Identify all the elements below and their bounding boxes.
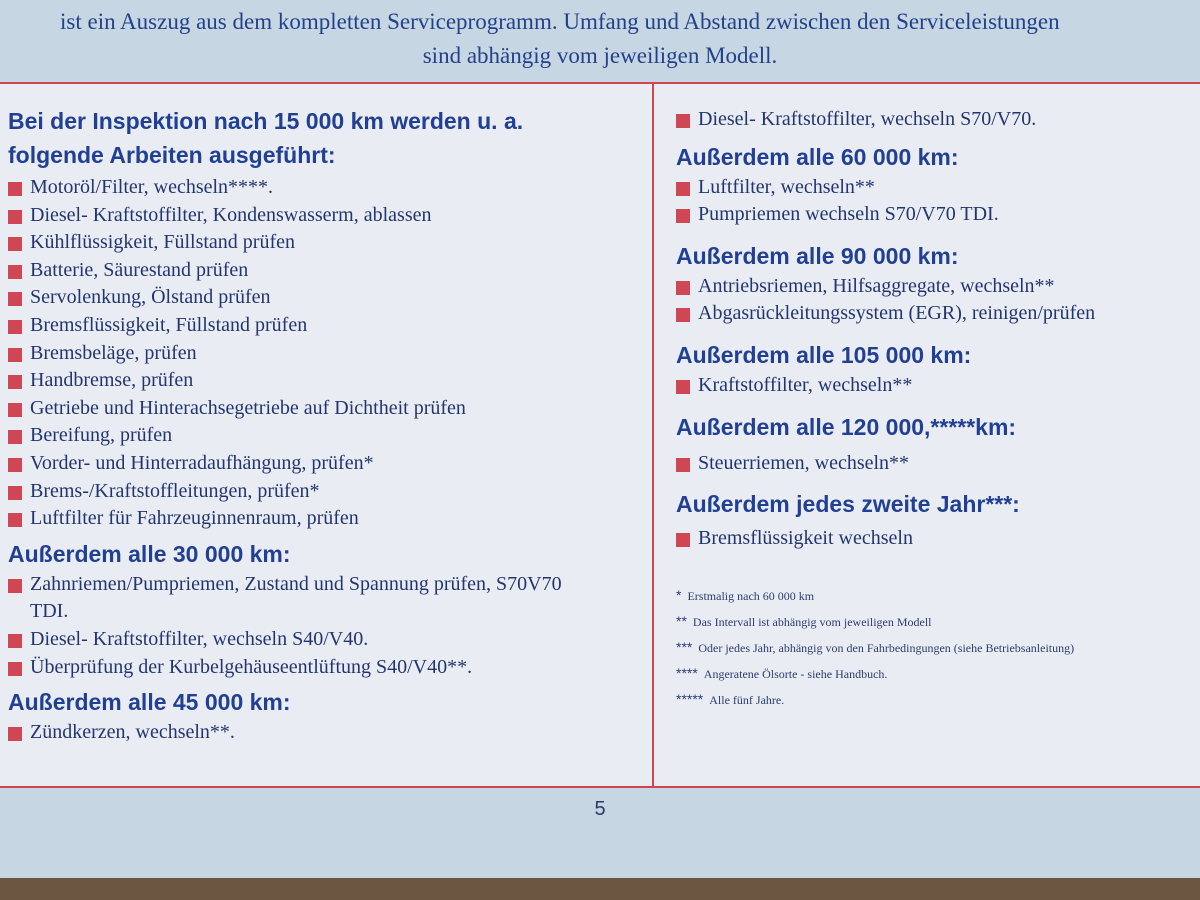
section-90000-heading: Außerdem alle 90 000 km:: [676, 242, 959, 269]
bullet-square-icon: [8, 348, 22, 362]
bullet-square-icon: [8, 182, 22, 196]
bullet-square-icon: [676, 533, 690, 547]
bullet-square-icon: [8, 513, 22, 527]
section-60000-heading: Außerdem alle 60 000 km:: [676, 143, 959, 170]
section-120000-heading: Außerdem alle 120 000,*****km:: [676, 413, 1017, 440]
list-item: Steuerriemen, wechseln**: [676, 450, 1196, 478]
inspection-heading-line-1: Bei der Inspektion nach 15 000 km werden u. a.: [8, 108, 524, 134]
bullet-square-icon: [8, 634, 22, 648]
bullet-square-icon: [8, 237, 22, 251]
bullet-square-icon: [676, 114, 690, 128]
list-item: Getriebe und Hinterachsegetriebe auf Dichtheit prüfen: [8, 395, 648, 423]
list-item: Zündkerzen, wechseln**.: [8, 719, 648, 747]
intro-line-1: ist ein Auszug aus dem kompletten Serviceprogramm. Umfang und Abstand zwischen den Serviceleistungen: [60, 9, 1060, 34]
bullet-square-icon: [676, 182, 690, 196]
footnote: **** Angeratene Ölsorte - siehe Handbuch.: [676, 664, 888, 681]
list-item: Diesel- Kraftstoffilter, wechseln S40/V40.: [8, 626, 648, 654]
bullet-square-icon: [676, 458, 690, 472]
list-item: Zahnriemen/Pumpriemen, Zustand und Spannung prüfen, S70V70 TDI.: [8, 571, 590, 626]
inspection-heading-line-2: folgende Arbeiten ausgeführt:: [8, 142, 336, 168]
bullet-square-icon: [8, 486, 22, 500]
list-item: Kraftstoffilter, wechseln**: [676, 372, 1196, 400]
right-column: [676, 84, 1196, 713]
bullet-square-icon: [8, 579, 22, 593]
service-box: [0, 82, 1200, 788]
list-item: Diesel- Kraftstoffilter, wechseln S70/V70.: [676, 106, 1196, 134]
list-item: Kühlflüssigkeit, Füllstand prüfen: [8, 229, 648, 257]
list-item: Abgasrückleitungssystem (EGR), reinigen/prüfen: [676, 300, 1196, 328]
list-item: Luftfilter für Fahrzeuginnenraum, prüfen: [8, 505, 648, 533]
section-30000-heading: Außerdem alle 30 000 km:: [8, 540, 291, 567]
bullet-square-icon: [8, 265, 22, 279]
bullet-square-icon: [8, 727, 22, 741]
page-number: 5: [594, 798, 606, 820]
intro-line-2: sind abhängig vom jeweiligen Modell.: [422, 43, 778, 68]
list-item: Überprüfung der Kurbelgehäuseentlüftung S40/V40**.: [8, 654, 648, 682]
list-item: Diesel- Kraftstoffilter, Kondenswasserm, ablassen: [8, 202, 648, 230]
list-item: Brems-/Kraftstoffleitungen, prüfen*: [8, 478, 648, 506]
footnote: ** Das Intervall ist abhängig vom jeweiligen Modell: [676, 612, 932, 629]
column-divider: [652, 84, 654, 786]
bullet-square-icon: [8, 430, 22, 444]
bullet-square-icon: [8, 458, 22, 472]
bullet-square-icon: [8, 320, 22, 334]
desk-surface: [0, 878, 1200, 900]
footnote: * Erstmalig nach 60 000 km: [676, 586, 815, 603]
bullet-square-icon: [8, 375, 22, 389]
list-item: Handbremse, prüfen: [8, 367, 648, 395]
section-biennial-heading: Außerdem jedes zweite Jahr***:: [676, 491, 1020, 518]
bullet-square-icon: [8, 292, 22, 306]
list-item: Bereifung, prüfen: [8, 422, 648, 450]
list-item: Bremsflüssigkeit, Füllstand prüfen: [8, 312, 648, 340]
intro-text: [0, 0, 1200, 80]
footnote: *** Oder jedes Jahr, abhängig von den Fahrbedingungen (siehe Betriebsanleitung): [676, 638, 1075, 655]
bullet-square-icon: [8, 210, 22, 224]
section-105000-heading: Außerdem alle 105 000 km:: [676, 341, 972, 368]
bullet-square-icon: [676, 281, 690, 295]
footnote: ***** Alle fünf Jahre.: [676, 690, 785, 707]
list-item: Luftfilter, wechseln**: [676, 174, 1196, 202]
bullet-square-icon: [676, 308, 690, 322]
list-item: Vorder- und Hinterradaufhängung, prüfen*: [8, 450, 648, 478]
bullet-square-icon: [8, 403, 22, 417]
list-item: Servolenkung, Ölstand prüfen: [8, 284, 648, 312]
left-column: [8, 84, 648, 747]
bullet-square-icon: [676, 380, 690, 394]
bullet-square-icon: [676, 209, 690, 223]
list-item: Antriebsriemen, Hilfsaggregate, wechseln**: [676, 273, 1196, 301]
list-item: Bremsbeläge, prüfen: [8, 340, 648, 368]
list-item: Pumpriemen wechseln S70/V70 TDI.: [676, 201, 1196, 229]
list-item: Batterie, Säurestand prüfen: [8, 257, 648, 285]
list-item: Bremsflüssigkeit wechseln: [676, 525, 1196, 553]
bullet-square-icon: [8, 662, 22, 676]
section-45000-heading: Außerdem alle 45 000 km:: [8, 689, 291, 716]
list-item: Motoröl/Filter, wechseln****.: [8, 174, 648, 202]
